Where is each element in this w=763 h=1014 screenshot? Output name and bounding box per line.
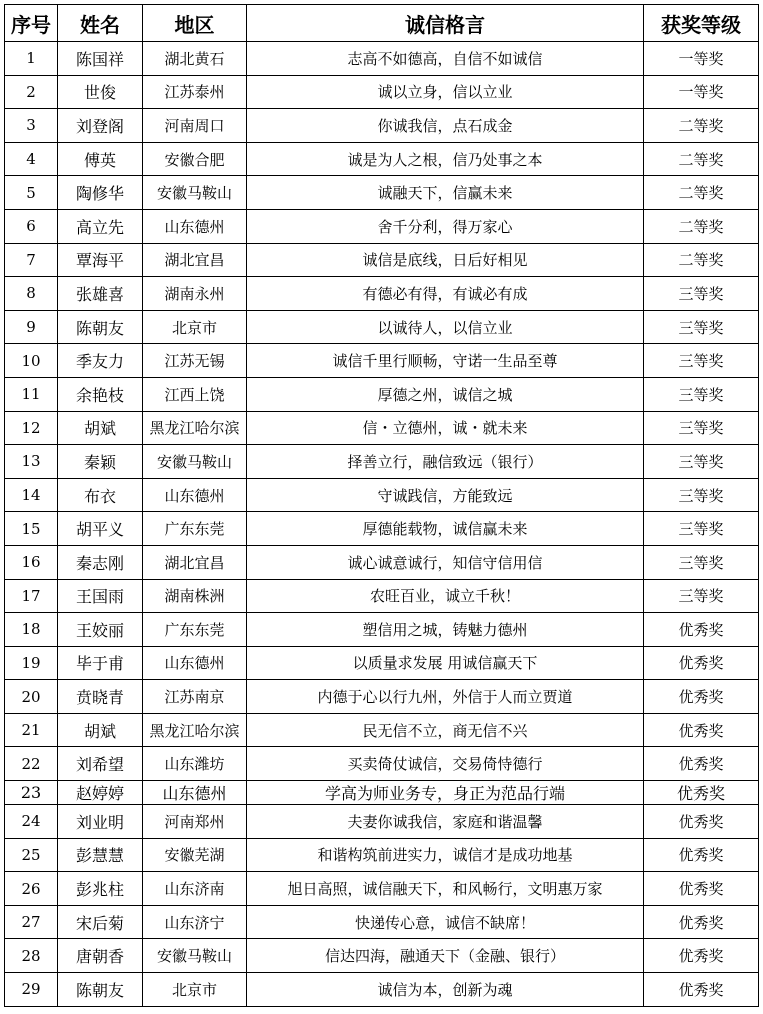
cell-motto: 学高为师业务专，身正为范品行端 (247, 781, 644, 805)
cell-region: 湖南株洲 (143, 579, 247, 613)
cell-region: 山东潍坊 (143, 747, 247, 781)
cell-no: 20 (5, 680, 58, 714)
cell-region: 黑龙江哈尔滨 (143, 411, 247, 445)
cell-region: 湖南永州 (143, 277, 247, 311)
cell-name: 彭慧慧 (58, 838, 143, 872)
table-row (5, 512, 759, 546)
cell-motto: 有德必有得，有诚必有成 (247, 277, 644, 311)
cell-region: 河南郑州 (143, 805, 247, 839)
cell-motto: 民无信不立，商无信不兴 (247, 713, 644, 747)
table-row (5, 411, 759, 445)
cell-name: 张雄喜 (58, 277, 143, 311)
cell-no: 15 (5, 512, 58, 546)
header-no: 序号 (5, 5, 58, 42)
cell-region: 广东东莞 (143, 512, 247, 546)
cell-motto: 诚是为人之根，信乃处事之本 (247, 142, 644, 176)
cell-motto: 以诚待人，以信立业 (247, 310, 644, 344)
cell-motto: 诚以立身，信以立业 (247, 75, 644, 109)
cell-name: 王国雨 (58, 579, 143, 613)
cell-award: 优秀奖 (644, 680, 759, 714)
cell-motto: 信・立德州，诚・就未来 (247, 411, 644, 445)
cell-region: 湖北黄石 (143, 42, 247, 76)
cell-no: 14 (5, 478, 58, 512)
cell-region: 江苏泰州 (143, 75, 247, 109)
cell-award: 三等奖 (644, 545, 759, 579)
cell-name: 傅英 (58, 142, 143, 176)
cell-no: 19 (5, 646, 58, 680)
cell-name: 胡斌 (58, 411, 143, 445)
cell-region: 北京市 (143, 973, 247, 1007)
cell-name: 毕于甫 (58, 646, 143, 680)
cell-name: 彭兆柱 (58, 872, 143, 906)
cell-region: 山东济南 (143, 872, 247, 906)
cell-award: 二等奖 (644, 209, 759, 243)
cell-award: 三等奖 (644, 344, 759, 378)
cell-region: 安徽马鞍山 (143, 176, 247, 210)
table-row (5, 209, 759, 243)
cell-no: 7 (5, 243, 58, 277)
cell-name: 陈国祥 (58, 42, 143, 76)
cell-name: 陈朝友 (58, 973, 143, 1007)
cell-motto: 农旺百业，诚立千秋！ (247, 579, 644, 613)
cell-motto: 信达四海，融通天下（金融、银行） (247, 939, 644, 973)
table-row (5, 344, 759, 378)
cell-region: 黑龙江哈尔滨 (143, 713, 247, 747)
header-award: 获奖等级 (644, 5, 759, 42)
cell-no: 6 (5, 209, 58, 243)
cell-no: 1 (5, 42, 58, 76)
cell-name: 秦志刚 (58, 545, 143, 579)
cell-motto: 塑信用之城，铸魅力德州 (247, 613, 644, 647)
cell-motto: 志高不如德高，自信不如诚信 (247, 42, 644, 76)
cell-award: 三等奖 (644, 277, 759, 311)
cell-award: 三等奖 (644, 512, 759, 546)
cell-name: 王姣丽 (58, 613, 143, 647)
cell-motto: 守诚践信，方能致远 (247, 478, 644, 512)
cell-no: 10 (5, 344, 58, 378)
table-row (5, 939, 759, 973)
table-row (5, 579, 759, 613)
cell-no: 24 (5, 805, 58, 839)
cell-name: 秦颖 (58, 445, 143, 479)
cell-region: 北京市 (143, 310, 247, 344)
cell-name: 余艳枝 (58, 377, 143, 411)
table-row (5, 243, 759, 277)
cell-no: 13 (5, 445, 58, 479)
cell-region: 安徽芜湖 (143, 838, 247, 872)
header-region: 地区 (143, 5, 247, 42)
cell-no: 4 (5, 142, 58, 176)
cell-motto: 舍千分利，得万家心 (247, 209, 644, 243)
cell-no: 22 (5, 747, 58, 781)
cell-name: 贲晓青 (58, 680, 143, 714)
cell-award: 三等奖 (644, 478, 759, 512)
table-row (5, 973, 759, 1007)
cell-region: 山东德州 (143, 781, 247, 805)
cell-award: 优秀奖 (644, 646, 759, 680)
cell-motto: 快递传心意，诚信不缺席！ (247, 905, 644, 939)
cell-no: 11 (5, 377, 58, 411)
cell-name: 高立先 (58, 209, 143, 243)
cell-motto: 诚心诚意诚行，知信守信用信 (247, 545, 644, 579)
cell-no: 17 (5, 579, 58, 613)
cell-region: 湖北宜昌 (143, 545, 247, 579)
cell-award: 优秀奖 (644, 872, 759, 906)
cell-motto: 旭日高照，诚信融天下，和风畅行，文明惠万家 (247, 872, 644, 906)
table-row (5, 109, 759, 143)
cell-award: 二等奖 (644, 243, 759, 277)
cell-name: 陈朝友 (58, 310, 143, 344)
cell-award: 三等奖 (644, 445, 759, 479)
cell-motto: 厚德能载物，诚信赢未来 (247, 512, 644, 546)
cell-region: 湖北宜昌 (143, 243, 247, 277)
cell-region: 山东德州 (143, 478, 247, 512)
cell-region: 安徽马鞍山 (143, 445, 247, 479)
cell-region: 安徽合肥 (143, 142, 247, 176)
cell-motto: 诚信千里行顺畅，守诺一生品至尊 (247, 344, 644, 378)
cell-name: 刘业明 (58, 805, 143, 839)
cell-no: 2 (5, 75, 58, 109)
cell-no: 8 (5, 277, 58, 311)
table-row (5, 613, 759, 647)
table-row (5, 445, 759, 479)
cell-no: 21 (5, 713, 58, 747)
cell-motto: 择善立行，融信致远（银行） (247, 445, 644, 479)
cell-award: 三等奖 (644, 310, 759, 344)
table-row (5, 75, 759, 109)
cell-name: 世俊 (58, 75, 143, 109)
table-row (5, 713, 759, 747)
table-row (5, 646, 759, 680)
cell-award: 优秀奖 (644, 939, 759, 973)
cell-name: 季友力 (58, 344, 143, 378)
cell-name: 刘希望 (58, 747, 143, 781)
cell-motto: 厚德之州，诚信之城 (247, 377, 644, 411)
table-body (5, 42, 759, 1007)
table-row (5, 905, 759, 939)
cell-motto: 诚融天下，信赢未来 (247, 176, 644, 210)
cell-award: 优秀奖 (644, 905, 759, 939)
cell-award: 二等奖 (644, 142, 759, 176)
cell-no: 3 (5, 109, 58, 143)
table-row (5, 176, 759, 210)
cell-award: 三等奖 (644, 579, 759, 613)
table-row (5, 680, 759, 714)
table-row (5, 872, 759, 906)
cell-name: 赵婷婷 (58, 781, 143, 805)
cell-award: 优秀奖 (644, 613, 759, 647)
cell-award: 二等奖 (644, 109, 759, 143)
table-row (5, 277, 759, 311)
cell-no: 28 (5, 939, 58, 973)
cell-no: 18 (5, 613, 58, 647)
cell-no: 25 (5, 838, 58, 872)
cell-award: 优秀奖 (644, 805, 759, 839)
cell-region: 江苏南京 (143, 680, 247, 714)
cell-region: 江苏无锡 (143, 344, 247, 378)
cell-motto: 夫妻你诚我信，家庭和谐温馨 (247, 805, 644, 839)
cell-region: 山东德州 (143, 646, 247, 680)
table-row (5, 310, 759, 344)
table-row (5, 142, 759, 176)
cell-region: 山东德州 (143, 209, 247, 243)
cell-region: 河南周口 (143, 109, 247, 143)
cell-name: 胡平义 (58, 512, 143, 546)
cell-no: 26 (5, 872, 58, 906)
cell-award: 三等奖 (644, 377, 759, 411)
cell-name: 陶修华 (58, 176, 143, 210)
table-row (5, 42, 759, 76)
cell-no: 9 (5, 310, 58, 344)
cell-no: 27 (5, 905, 58, 939)
cell-motto: 以质量求发展 用诚信赢天下 (247, 646, 644, 680)
cell-award: 优秀奖 (644, 713, 759, 747)
cell-award: 优秀奖 (644, 781, 759, 805)
cell-region: 广东东莞 (143, 613, 247, 647)
cell-award: 二等奖 (644, 176, 759, 210)
header-name: 姓名 (58, 5, 143, 42)
cell-no: 23 (5, 781, 58, 805)
cell-award: 优秀奖 (644, 973, 759, 1007)
cell-motto: 内德于心以行九州，外信于人而立贾道 (247, 680, 644, 714)
award-table (4, 4, 759, 1007)
cell-region: 安徽马鞍山 (143, 939, 247, 973)
table-row (5, 545, 759, 579)
header-row (5, 5, 759, 42)
cell-award: 一等奖 (644, 75, 759, 109)
table-row (5, 781, 759, 805)
cell-name: 宋后菊 (58, 905, 143, 939)
cell-name: 唐朝香 (58, 939, 143, 973)
cell-name: 胡斌 (58, 713, 143, 747)
cell-motto: 诚信为本，创新为魂 (247, 973, 644, 1007)
cell-motto: 诚信是底线，日后好相见 (247, 243, 644, 277)
cell-no: 16 (5, 545, 58, 579)
cell-region: 山东济宁 (143, 905, 247, 939)
table-row (5, 478, 759, 512)
table-row (5, 747, 759, 781)
cell-name: 覃海平 (58, 243, 143, 277)
cell-no: 5 (5, 176, 58, 210)
table-row (5, 838, 759, 872)
cell-region: 江西上饶 (143, 377, 247, 411)
cell-motto: 你诚我信，点石成金 (247, 109, 644, 143)
cell-award: 优秀奖 (644, 747, 759, 781)
cell-name: 刘登阁 (58, 109, 143, 143)
cell-motto: 买卖倚仗诚信，交易倚恃德行 (247, 747, 644, 781)
cell-award: 优秀奖 (644, 838, 759, 872)
cell-award: 一等奖 (644, 42, 759, 76)
cell-name: 布衣 (58, 478, 143, 512)
cell-motto: 和谐构筑前进实力，诚信才是成功地基 (247, 838, 644, 872)
cell-award: 三等奖 (644, 411, 759, 445)
header-motto: 诚信格言 (247, 5, 644, 42)
table-row (5, 377, 759, 411)
cell-no: 12 (5, 411, 58, 445)
table-row (5, 805, 759, 839)
cell-no: 29 (5, 973, 58, 1007)
